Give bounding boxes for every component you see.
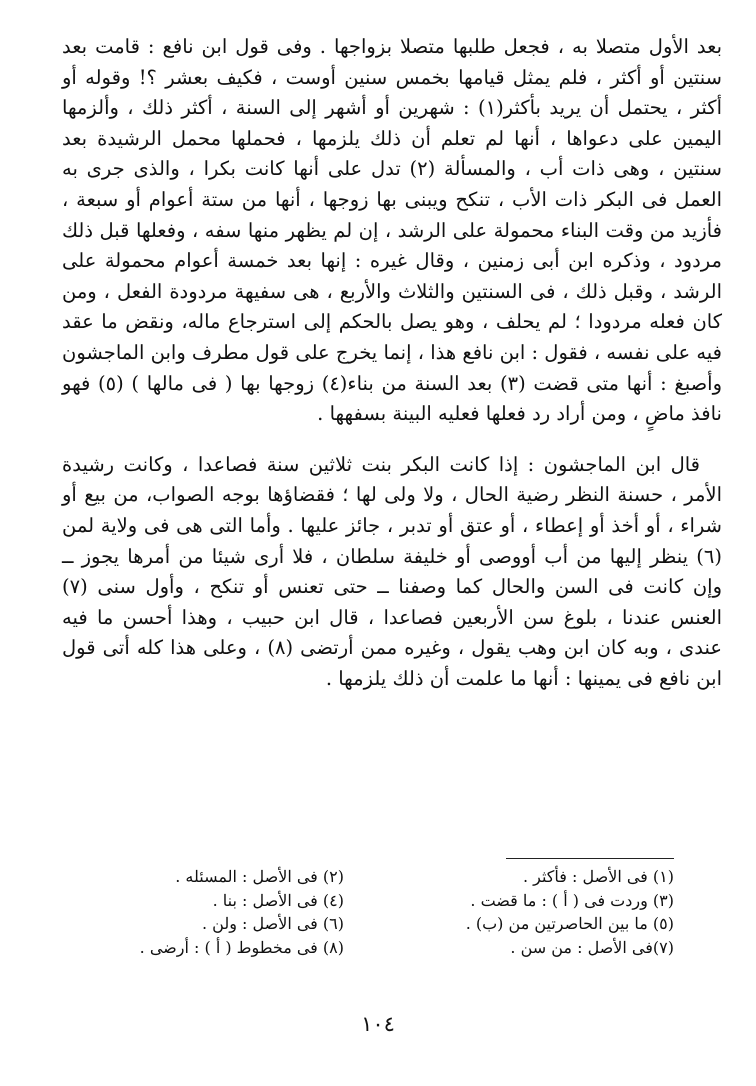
- page-number: ١٠٤: [361, 1012, 395, 1036]
- footnote-6: (٦) فى الأصل : ولن .: [201, 914, 344, 933]
- page-body: [62, 32, 722, 694]
- footnote-2: (٢) فى الأصل : المسئله .: [175, 867, 344, 886]
- paragraph-1: بعد الأول متصلا به ، فجعل طلبها متصلا بزواجها . وفى قول ابن نافع : قامت بعد سنتين أو أكثر ، فلم يمثل قيامها بخمس سنين أوست ، فكيف بعشر ؟! وقوله أو أكثر ، يحتمل أن يريد بأكثر(١) : شهرين أو أشهر إلى السنة ، أكثر ذلك ، وألزمها اليمين على دعواها ، أنها لم تعلم أن ذلك يلزمها ، فحملها محمل الرشيدة بعد سنتين ، وهى ذات أب ، والمسألة (٢) تدل على أنها كانت بكرا ، والذى جرى به العمل فى البكر ذات الأب ، تنكح ويبنى بها زوجها ، أنها من ستة أعوام أو سبعة ، فأزيد من وقت البناء محمولة على الرشد ، إن لم يظهر منها سفه ، وفعلها قبل ذلك مردود ، وذكره ابن أبى زمنين ، وقال غيره : إنها بعد خمسة أعوام محمولة على الرشد ، وقبل ذلك ، فى السنتين والثلاث والأربع ، هى سفيهة مردودة الفعل ، ومن كان فعله مردودا ؛ لم يحلف ، وهو يصل بالحكم إلى استرجاع ماله، ونقض ما عقد فيه على نفسه ، فقول : ابن نافع هذا ، إنما يخرج على قول مطرف وابن الماجشون وأصبغ : أنها متى قضت (٣) بعد السنة من بناء(٤) زوجها بها ( فى مالها ) (٥) فهو نافذ ماضٍ ، ومن أراد رد فعلها فعليه البينة بسفهها .: [62, 35, 723, 426]
- footnote-1: (١) فى الأصل : فأكثر .: [522, 867, 674, 886]
- footnote-3: (٣) وردت فى ( أ ) : ما قضت .: [470, 890, 674, 910]
- footnotes: [34, 866, 694, 959]
- footnote-7: (٧)فى الأصل : من سن .: [510, 937, 674, 957]
- paragraph-2: قال ابن الماجشون : إذا كانت البكر بنت ثلاثين سنة فصاعدا ، وكانت رشيدة الأمر ، حسنة النظر رضية الحال ، ولا ولى لها ؛ فقضاؤها بوجه الصواب، من بيع أو شراء ، أو أخذ أو إعطاء ، أو عتق أو تدبر ، جائز عليها . وأما التى هى فى ولاية لمن (٦) ينظر إليها من أب أووصى أو خليفة سلطان ، فلا أرى شيئا من أمرها يجوز ــ وإن كانت فى السن والحال كما وصفنا ــ حتى تعنس أو تنكح ، وأول سنى (٧) العنس عندنا ، بلوغ سن الأربعين فصاعدا ، قال ابن حبيب ، وهذا أحسن ما فيه عندى ، وبه كان ابن وهب يقول ، وغيره ممن أرتضى (٨) ، وعلى هذا كله أتى قول ابن نافع فى يمينها : أنها ما علمت أن ذلك يلزمها .: [62, 452, 722, 690]
- footnote-4: (٤) فى الأصل : بنا .: [212, 890, 344, 910]
- footnote-5: (٥) ما بين الحاصرتين من (ب) .: [465, 914, 674, 933]
- footnote-8: (٨) فى مخطوط ( أ ) : أرضى .: [139, 937, 344, 957]
- footnote-separator: [506, 858, 674, 859]
